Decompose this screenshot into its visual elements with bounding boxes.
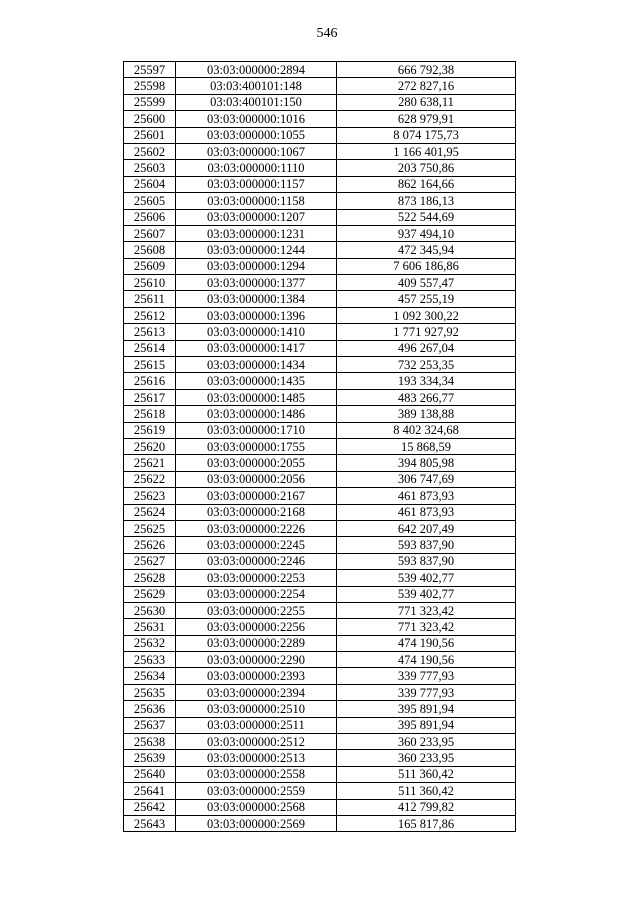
table-row bbox=[124, 160, 516, 176]
cadastral-number-cell: 03:03:000000:1384 bbox=[176, 291, 337, 307]
cadastral-value-cell: 7 606 186,86 bbox=[337, 258, 516, 274]
row-number-cell: 25635 bbox=[124, 684, 176, 700]
cadastral-value-cell: 272 827,16 bbox=[337, 78, 516, 94]
table-row bbox=[124, 734, 516, 750]
cadastral-number-cell: 03:03:000000:2056 bbox=[176, 471, 337, 487]
table-row bbox=[124, 340, 516, 356]
table-row bbox=[124, 766, 516, 782]
table-row bbox=[124, 225, 516, 241]
cadastral-value-cell: 522 544,69 bbox=[337, 209, 516, 225]
row-number-cell: 25609 bbox=[124, 258, 176, 274]
table-row bbox=[124, 586, 516, 602]
cadastral-value-cell: 360 233,95 bbox=[337, 750, 516, 766]
page-number: 546 bbox=[316, 26, 338, 41]
cadastral-value-cell: 395 891,94 bbox=[337, 717, 516, 733]
row-number-cell: 25614 bbox=[124, 340, 176, 356]
cadastral-number-cell: 03:03:000000:1435 bbox=[176, 373, 337, 389]
cadastral-number-cell: 03:03:000000:1294 bbox=[176, 258, 337, 274]
cadastral-number-cell: 03:03:000000:1486 bbox=[176, 406, 337, 422]
cadastral-number-cell: 03:03:000000:1244 bbox=[176, 242, 337, 258]
cadastral-value-cell: 360 233,95 bbox=[337, 734, 516, 750]
cadastral-number-cell: 03:03:000000:1110 bbox=[176, 160, 337, 176]
cadastral-value-cell: 862 164,66 bbox=[337, 176, 516, 192]
cadastral-number-cell: 03:03:000000:2393 bbox=[176, 668, 337, 684]
cadastral-value-cell: 394 805,98 bbox=[337, 455, 516, 471]
cadastral-value-cell: 461 873,93 bbox=[337, 488, 516, 504]
row-number-cell: 25634 bbox=[124, 668, 176, 684]
cadastral-value-cell: 15 868,59 bbox=[337, 438, 516, 454]
cadastral-value-cell: 8 074 175,73 bbox=[337, 127, 516, 143]
table-row bbox=[124, 389, 516, 405]
cadastral-value-cell: 306 747,69 bbox=[337, 471, 516, 487]
cadastral-value-cell: 539 402,77 bbox=[337, 586, 516, 602]
row-number-cell: 25605 bbox=[124, 193, 176, 209]
row-number-cell: 25604 bbox=[124, 176, 176, 192]
table-row bbox=[124, 471, 516, 487]
table-body bbox=[124, 62, 516, 832]
cadastral-number-cell: 03:03:000000:2568 bbox=[176, 799, 337, 815]
row-number-cell: 25624 bbox=[124, 504, 176, 520]
table-row bbox=[124, 570, 516, 586]
row-number-cell: 25607 bbox=[124, 225, 176, 241]
cadastral-value-cell: 1 092 300,22 bbox=[337, 307, 516, 323]
table-row bbox=[124, 455, 516, 471]
row-number-cell: 25616 bbox=[124, 373, 176, 389]
cadastral-value-cell: 165 817,86 bbox=[337, 815, 516, 831]
table-row bbox=[124, 62, 516, 78]
cadastral-number-cell: 03:03:000000:2558 bbox=[176, 766, 337, 782]
row-number-cell: 25643 bbox=[124, 815, 176, 831]
cadastral-number-cell: 03:03:000000:2511 bbox=[176, 717, 337, 733]
table-row bbox=[124, 242, 516, 258]
cadastral-value-cell: 472 345,94 bbox=[337, 242, 516, 258]
table-row bbox=[124, 652, 516, 668]
row-number-cell: 25633 bbox=[124, 652, 176, 668]
cadastral-value-cell: 1 166 401,95 bbox=[337, 143, 516, 159]
table-row bbox=[124, 750, 516, 766]
cadastral-number-cell: 03:03:000000:1710 bbox=[176, 422, 337, 438]
table-row bbox=[124, 78, 516, 94]
cadastral-value-cell: 511 360,42 bbox=[337, 783, 516, 799]
row-number-cell: 25599 bbox=[124, 94, 176, 110]
cadastral-number-cell: 03:03:000000:2255 bbox=[176, 602, 337, 618]
cadastral-value-cell: 511 360,42 bbox=[337, 766, 516, 782]
table-row bbox=[124, 668, 516, 684]
cadastral-number-cell: 03:03:000000:2055 bbox=[176, 455, 337, 471]
row-number-cell: 25625 bbox=[124, 520, 176, 536]
row-number-cell: 25598 bbox=[124, 78, 176, 94]
cadastral-value-cell: 539 402,77 bbox=[337, 570, 516, 586]
cadastral-value-cell: 732 253,35 bbox=[337, 357, 516, 373]
cadastral-value-cell: 642 207,49 bbox=[337, 520, 516, 536]
row-number-cell: 25620 bbox=[124, 438, 176, 454]
cadastral-number-cell: 03:03:000000:1485 bbox=[176, 389, 337, 405]
cadastral-value-cell: 666 792,38 bbox=[337, 62, 516, 78]
cadastral-value-cell: 474 190,56 bbox=[337, 635, 516, 651]
cadastral-number-cell: 03:03:000000:2226 bbox=[176, 520, 337, 536]
cadastral-value-cell: 771 323,42 bbox=[337, 619, 516, 635]
table-row bbox=[124, 504, 516, 520]
row-number-cell: 25639 bbox=[124, 750, 176, 766]
cadastral-number-cell: 03:03:000000:2290 bbox=[176, 652, 337, 668]
cadastral-value-cell: 461 873,93 bbox=[337, 504, 516, 520]
cadastral-value-cell: 395 891,94 bbox=[337, 701, 516, 717]
row-number-cell: 25637 bbox=[124, 717, 176, 733]
table-row bbox=[124, 684, 516, 700]
table-row bbox=[124, 422, 516, 438]
table-row bbox=[124, 602, 516, 618]
cadastral-number-cell: 03:03:000000:1417 bbox=[176, 340, 337, 356]
cadastral-value-cell: 628 979,91 bbox=[337, 111, 516, 127]
cadastral-number-cell: 03:03:000000:2289 bbox=[176, 635, 337, 651]
row-number-cell: 25619 bbox=[124, 422, 176, 438]
row-number-cell: 25636 bbox=[124, 701, 176, 717]
cadastral-number-cell: 03:03:000000:2513 bbox=[176, 750, 337, 766]
table-row bbox=[124, 783, 516, 799]
cadastral-number-cell: 03:03:000000:2254 bbox=[176, 586, 337, 602]
row-number-cell: 25612 bbox=[124, 307, 176, 323]
table-row bbox=[124, 324, 516, 340]
table-row bbox=[124, 143, 516, 159]
row-number-cell: 25621 bbox=[124, 455, 176, 471]
table-row bbox=[124, 799, 516, 815]
cadastral-value-cell: 412 799,82 bbox=[337, 799, 516, 815]
table-row bbox=[124, 307, 516, 323]
row-number-cell: 25627 bbox=[124, 553, 176, 569]
row-number-cell: 25606 bbox=[124, 209, 176, 225]
cadastral-number-cell: 03:03:000000:1158 bbox=[176, 193, 337, 209]
cadastral-value-cell: 483 266,77 bbox=[337, 389, 516, 405]
table-row bbox=[124, 537, 516, 553]
cadastral-value-cell: 280 638,11 bbox=[337, 94, 516, 110]
table-row bbox=[124, 176, 516, 192]
cadastral-value-cell: 593 837,90 bbox=[337, 553, 516, 569]
row-number-cell: 25613 bbox=[124, 324, 176, 340]
cadastral-number-cell: 03:03:400101:148 bbox=[176, 78, 337, 94]
row-number-cell: 25601 bbox=[124, 127, 176, 143]
table-row bbox=[124, 717, 516, 733]
table-row bbox=[124, 193, 516, 209]
cadastral-number-cell: 03:03:000000:2168 bbox=[176, 504, 337, 520]
row-number-cell: 25597 bbox=[124, 62, 176, 78]
cadastral-value-cell: 496 267,04 bbox=[337, 340, 516, 356]
row-number-cell: 25641 bbox=[124, 783, 176, 799]
table-row bbox=[124, 111, 516, 127]
row-number-cell: 25623 bbox=[124, 488, 176, 504]
table-row bbox=[124, 406, 516, 422]
table-row bbox=[124, 815, 516, 831]
table-row bbox=[124, 373, 516, 389]
table-row bbox=[124, 635, 516, 651]
cadastral-number-cell: 03:03:000000:2253 bbox=[176, 570, 337, 586]
table-row bbox=[124, 275, 516, 291]
cadastral-number-cell: 03:03:000000:1055 bbox=[176, 127, 337, 143]
row-number-cell: 25626 bbox=[124, 537, 176, 553]
row-number-cell: 25611 bbox=[124, 291, 176, 307]
cadastral-number-cell: 03:03:000000:1434 bbox=[176, 357, 337, 373]
cadastral-number-cell: 03:03:000000:2256 bbox=[176, 619, 337, 635]
cadastral-value-cell: 203 750,86 bbox=[337, 160, 516, 176]
cadastral-number-cell: 03:03:000000:2510 bbox=[176, 701, 337, 717]
table-row bbox=[124, 357, 516, 373]
row-number-cell: 25632 bbox=[124, 635, 176, 651]
cadastral-number-cell: 03:03:400101:150 bbox=[176, 94, 337, 110]
row-number-cell: 25638 bbox=[124, 734, 176, 750]
cadastral-number-cell: 03:03:000000:2894 bbox=[176, 62, 337, 78]
row-number-cell: 25629 bbox=[124, 586, 176, 602]
cadastral-number-cell: 03:03:000000:1231 bbox=[176, 225, 337, 241]
table-row bbox=[124, 94, 516, 110]
table-row bbox=[124, 701, 516, 717]
cadastral-number-cell: 03:03:000000:2245 bbox=[176, 537, 337, 553]
cadastral-number-cell: 03:03:000000:2512 bbox=[176, 734, 337, 750]
row-number-cell: 25628 bbox=[124, 570, 176, 586]
row-number-cell: 25617 bbox=[124, 389, 176, 405]
table-row bbox=[124, 291, 516, 307]
table-row bbox=[124, 127, 516, 143]
cadastral-value-cell: 389 138,88 bbox=[337, 406, 516, 422]
cadastral-number-cell: 03:03:000000:1016 bbox=[176, 111, 337, 127]
row-number-cell: 25642 bbox=[124, 799, 176, 815]
cadastral-value-cell: 474 190,56 bbox=[337, 652, 516, 668]
cadastral-number-cell: 03:03:000000:2559 bbox=[176, 783, 337, 799]
cadastral-value-cell: 771 323,42 bbox=[337, 602, 516, 618]
row-number-cell: 25602 bbox=[124, 143, 176, 159]
row-number-cell: 25603 bbox=[124, 160, 176, 176]
row-number-cell: 25640 bbox=[124, 766, 176, 782]
cadastral-number-cell: 03:03:000000:1207 bbox=[176, 209, 337, 225]
cadastral-value-cell: 1 771 927,92 bbox=[337, 324, 516, 340]
cadastral-value-cell: 937 494,10 bbox=[337, 225, 516, 241]
row-number-cell: 25631 bbox=[124, 619, 176, 635]
cadastral-number-cell: 03:03:000000:1396 bbox=[176, 307, 337, 323]
cadastral-value-cell: 593 837,90 bbox=[337, 537, 516, 553]
table-row bbox=[124, 488, 516, 504]
cadastral-value-cell: 339 777,93 bbox=[337, 668, 516, 684]
cadastral-value-cell: 193 334,34 bbox=[337, 373, 516, 389]
row-number-cell: 25622 bbox=[124, 471, 176, 487]
cadastral-value-cell: 409 557,47 bbox=[337, 275, 516, 291]
cadastral-value-table bbox=[123, 61, 516, 832]
row-number-cell: 25618 bbox=[124, 406, 176, 422]
cadastral-number-cell: 03:03:000000:1755 bbox=[176, 438, 337, 454]
row-number-cell: 25608 bbox=[124, 242, 176, 258]
table-row bbox=[124, 438, 516, 454]
row-number-cell: 25610 bbox=[124, 275, 176, 291]
cadastral-number-cell: 03:03:000000:1067 bbox=[176, 143, 337, 159]
cadastral-number-cell: 03:03:000000:1157 bbox=[176, 176, 337, 192]
table-row bbox=[124, 553, 516, 569]
table-row bbox=[124, 258, 516, 274]
cadastral-value-cell: 339 777,93 bbox=[337, 684, 516, 700]
table-row bbox=[124, 619, 516, 635]
row-number-cell: 25600 bbox=[124, 111, 176, 127]
table-row bbox=[124, 209, 516, 225]
cadastral-number-cell: 03:03:000000:1410 bbox=[176, 324, 337, 340]
cadastral-number-cell: 03:03:000000:2394 bbox=[176, 684, 337, 700]
cadastral-value-cell: 8 402 324,68 bbox=[337, 422, 516, 438]
row-number-cell: 25615 bbox=[124, 357, 176, 373]
row-number-cell: 25630 bbox=[124, 602, 176, 618]
cadastral-value-cell: 873 186,13 bbox=[337, 193, 516, 209]
cadastral-number-cell: 03:03:000000:2167 bbox=[176, 488, 337, 504]
cadastral-number-cell: 03:03:000000:2569 bbox=[176, 815, 337, 831]
cadastral-number-cell: 03:03:000000:2246 bbox=[176, 553, 337, 569]
table-row bbox=[124, 520, 516, 536]
cadastral-number-cell: 03:03:000000:1377 bbox=[176, 275, 337, 291]
cadastral-value-cell: 457 255,19 bbox=[337, 291, 516, 307]
